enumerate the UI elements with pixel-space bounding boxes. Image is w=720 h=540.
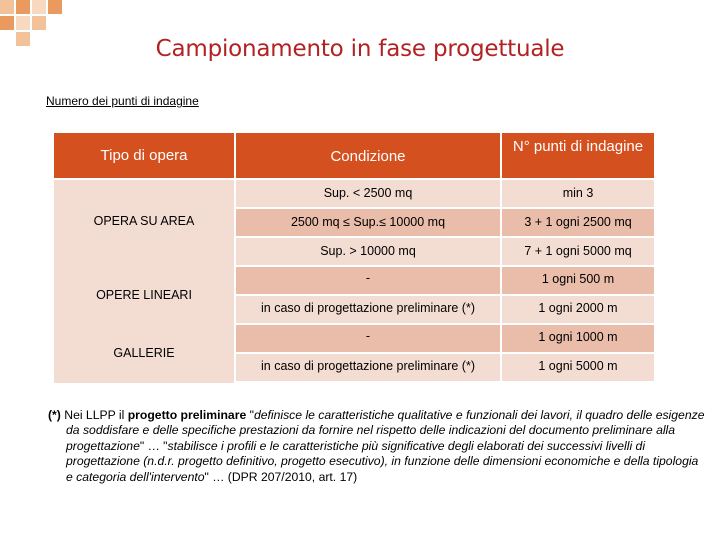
- header-tipo-opera: Tipo di opera: [54, 133, 234, 178]
- condizione-cell: in caso di progettazione preliminare (*): [236, 296, 500, 323]
- header-condizione: Condizione: [236, 133, 500, 178]
- punti-cell: min 3: [502, 180, 654, 207]
- category-opere-lineari: OPERE LINEARI: [96, 288, 192, 302]
- condizione-cell: Sup. > 10000 mq: [236, 238, 500, 265]
- condizione-cell: in caso di progettazione preliminare (*): [236, 354, 500, 381]
- header-punti: N° punti di indagine: [502, 133, 654, 178]
- punti-cell: 1 ogni 500 m: [502, 267, 654, 294]
- condizione-cell: Sup. < 2500 mq: [236, 180, 500, 207]
- punti-cell: 3 + 1 ogni 2500 mq: [502, 209, 654, 236]
- table-row: [236, 209, 654, 236]
- condizione-cell: -: [236, 267, 500, 294]
- punti-cell: 1 ogni 1000 m: [502, 325, 654, 352]
- category-gallerie: GALLERIE: [113, 346, 175, 360]
- table-row: [236, 238, 654, 265]
- slide-title: Campionamento in fase progettuale: [155, 36, 565, 62]
- condizione-cell: 2500 mq ≤ Sup.≤ 10000 mq: [236, 209, 500, 236]
- footnote-bold-term: progetto preliminare: [127, 408, 247, 422]
- punti-cell: 1 ogni 2000 m: [502, 296, 654, 323]
- punti-cell: 7 + 1 ogni 5000 mq: [502, 238, 654, 265]
- table-row: [236, 267, 654, 294]
- footnote: (*) Nei LLPP il progetto preliminare "definisce le caratteristiche qualitative e funzionali dei lavori, il quadro delle esigenze da soddisfare e delle specifiche prestazioni da fornire nel rispetto delle indicazioni del documento preliminare alla progettazione" … "stabilisce i profili e le caratteristiche più significative degli elaborati dei successivi livelli di progettazione (n.d.r. progetto definitivo, progetto esecutivo), in funzione delle dimensioni economiche e della tipologia e categoria dell'intervento" … (DPR 207/2010, art. 17): [48, 408, 705, 484]
- punti-cell: 1 ogni 5000 m: [502, 354, 654, 381]
- tipo-opera-column: [54, 180, 234, 383]
- table-row: [236, 354, 654, 381]
- condizione-cell: -: [236, 325, 500, 352]
- slide-subtitle: Numero dei punti di indagine: [46, 94, 199, 108]
- table-row: [236, 180, 654, 207]
- survey-points-table: [54, 133, 654, 383]
- table-row: [236, 296, 654, 323]
- footnote-marker: (*): [48, 408, 61, 422]
- category-opera-su-area: OPERA SU AREA: [93, 214, 195, 228]
- table-row: [236, 325, 654, 352]
